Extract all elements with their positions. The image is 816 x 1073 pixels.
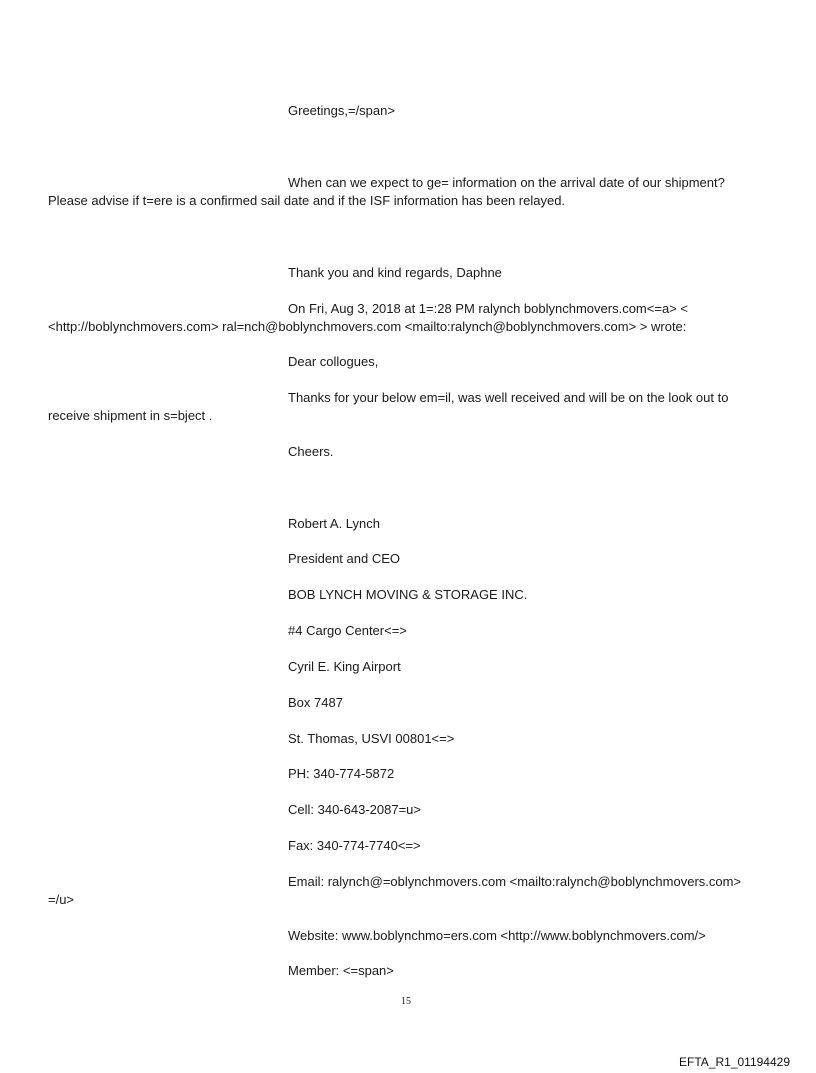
greeting: Greetings,=/span> <box>288 103 395 118</box>
signature-cell: Cell: 340-643-2087=u> <box>288 802 421 817</box>
signature-box: Box 7487 <box>288 695 343 710</box>
signature-title: President and CEO <box>288 551 401 566</box>
question-line-2: Please advise if t=ere is a confirmed sail date and if the ISF information has been relayed. <box>48 193 566 208</box>
body-line-2: receive shipment in s=bject . <box>48 408 213 423</box>
signature-email-line-1: Email: ralynch@=oblynchmovers.com <mailto:ralynch@boblynchmovers.com> <box>288 874 742 889</box>
body-line-1: Thanks for your below em=il, was well received and will be on the look out to <box>288 390 729 405</box>
signoff: Thank you and kind regards, Daphne <box>288 265 502 280</box>
signature-phone: PH: 340-774-5872 <box>288 766 395 781</box>
signature-name: Robert A. Lynch <box>288 516 381 531</box>
signature-email-line-2: =/u> <box>48 892 75 907</box>
signature-city: St. Thomas, USVI 00801<=> <box>288 731 455 746</box>
question-line-1: When can we expect to ge= information on the arrival date of our shipment? <box>288 175 725 190</box>
closing: Cheers. <box>288 444 334 459</box>
signature-address-1: #4 Cargo Center<=> <box>288 623 407 638</box>
signature-member: Member: <=span> <box>288 963 394 978</box>
quote-header-line-2: <http://boblynchmovers.com> ral=nch@boblynchmovers.com <mailto:ralynch@boblynchmovers.com> > wrote: <box>48 319 687 334</box>
quote-header-line-1: On Fri, Aug 3, 2018 at 1=:28 PM ralynch boblynchmovers.com<=a> < <box>288 301 688 316</box>
signature-address-2: Cyril E. King Airport <box>288 659 401 674</box>
signature-fax: Fax: 340-774-7740<=> <box>288 838 421 853</box>
bates-id: EFTA_R1_01194429 <box>679 1055 790 1069</box>
signature-website: Website: www.boblynchmo=ers.com <http://www.boblynchmovers.com/> <box>288 928 706 943</box>
signature-company: BOB LYNCH MOVING & STORAGE INC. <box>288 587 528 602</box>
salutation: Dear collogues, <box>288 354 379 369</box>
page-number: 15 <box>401 996 411 1007</box>
